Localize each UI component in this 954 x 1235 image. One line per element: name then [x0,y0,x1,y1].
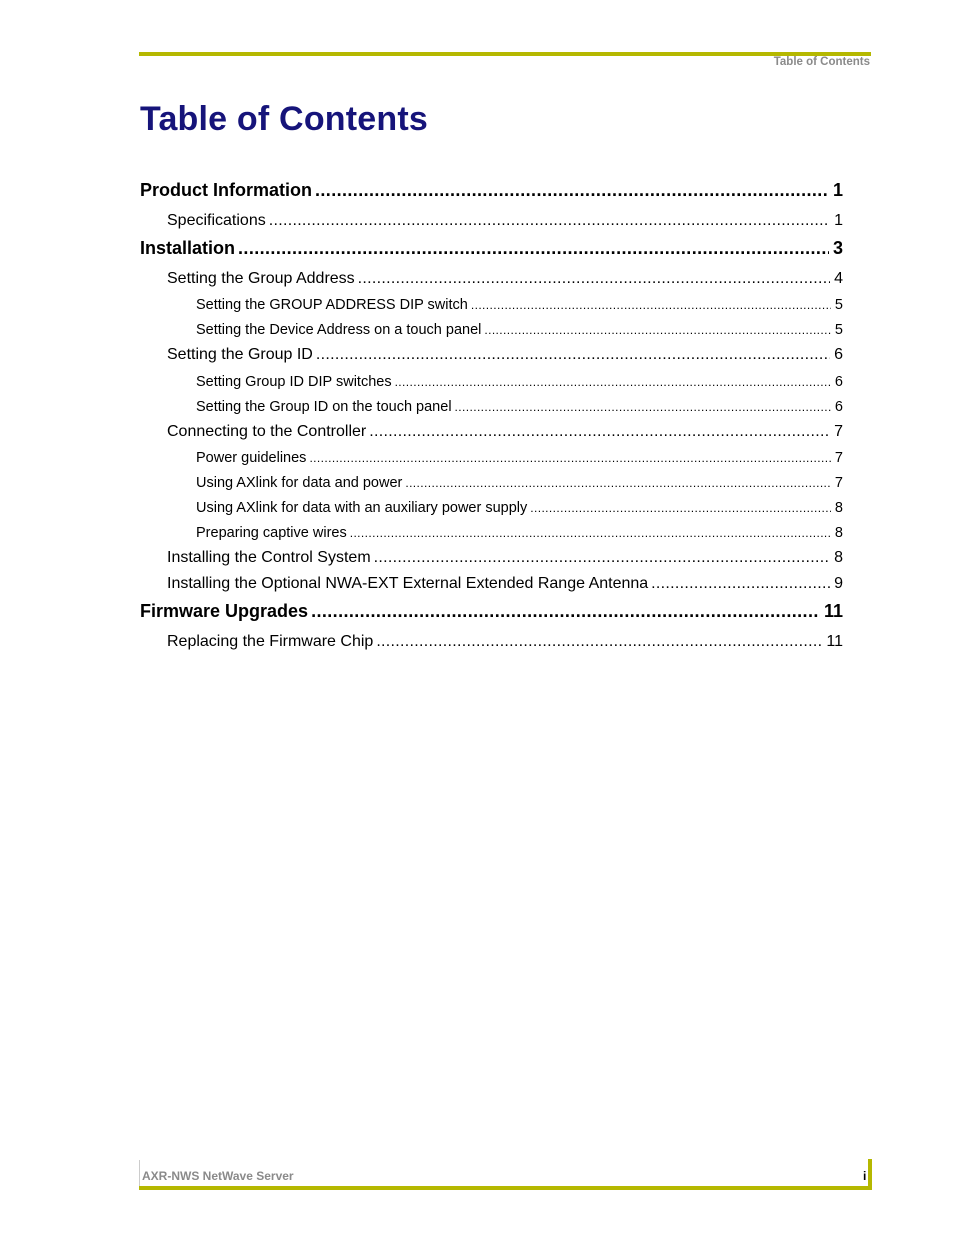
dot-leader [530,501,831,515]
dot-leader [311,601,820,622]
toc-entry-title: Setting the GROUP ADDRESS DIP switch [196,297,468,313]
toc-entry-page: 1 [832,180,843,200]
toc-entry-title: Setting the Device Address on a touch panel [196,322,482,338]
toc-entry-title: Setting the Group ID [167,346,313,363]
toc-entry-title: Firmware Upgrades [140,601,309,621]
toc-entry-title: Installing the Control System [167,549,371,566]
toc-entry-page: 7 [834,450,843,466]
toc-entry-page: 8 [834,500,843,516]
toc-entry-page: 3 [832,238,843,258]
dot-leader [369,423,830,441]
toc-entry[interactable] [167,346,843,364]
toc-entry-page: 5 [834,297,843,313]
dot-leader [269,212,830,230]
toc-entry-title: Installation [140,238,236,258]
dot-leader [374,549,830,567]
toc-entry[interactable] [167,575,843,593]
toc-entry-page: 7 [834,423,843,440]
toc-entry[interactable] [196,297,843,313]
toc-entry-title: Connecting to the Controller [167,423,367,440]
toc-entry-page: 11 [826,633,843,650]
toc-entry-title: Replacing the Firmware Chip [167,633,374,650]
toc-entry[interactable] [140,238,843,259]
toc-entry-title: Setting the Group ID on the touch panel [196,399,452,415]
dot-leader [471,298,831,312]
toc-entry[interactable] [167,212,843,230]
dot-leader [315,180,829,201]
dot-leader [376,633,822,651]
dot-leader [455,400,831,414]
toc-entry[interactable] [140,180,843,201]
toc-entry[interactable] [196,475,843,491]
dot-leader [395,375,831,389]
toc-entry[interactable] [196,399,843,415]
toc-entry-page: 7 [834,475,843,491]
toc-entry[interactable] [167,423,843,441]
toc-entry-page: 5 [834,322,843,338]
footer-left-tick [139,1160,140,1188]
toc-entry[interactable] [167,633,843,651]
toc-entry-title: Using AXlink for data with an auxiliary power supply [196,500,528,516]
toc-entry-title: Specifications [167,212,266,229]
toc-entry-title: Setting the Group Address [167,270,355,287]
toc-entry-page: 11 [823,601,843,621]
toc-entry[interactable] [196,322,843,338]
toc-entry[interactable] [196,500,843,516]
dot-leader [238,238,829,259]
footer-rule [139,1186,872,1190]
toc-entry-page: 1 [834,212,843,229]
toc-entry[interactable] [140,601,843,622]
toc-entry-title: Setting Group ID DIP switches [196,374,392,390]
toc-entry-page: 8 [834,549,843,566]
dot-leader [309,451,830,465]
dot-leader [316,346,830,364]
toc-entry-title: Installing the Optional NWA-EXT External Extended Range Antenna [167,575,649,592]
dot-leader [358,270,830,288]
toc-entry[interactable] [167,549,843,567]
toc-entry-title: Product Information [140,180,312,200]
toc-entry-page: 6 [834,374,843,390]
header-rule [139,52,871,56]
footer-page-number: i [863,1169,867,1183]
toc-entry-page: 9 [834,575,843,592]
running-header: Table of Contents [773,56,870,68]
dot-leader [484,323,831,337]
toc-entry-title: Using AXlink for data and power [196,475,403,491]
toc-entry[interactable] [167,270,843,288]
toc-entry-page: 6 [834,399,843,415]
toc-entry-title: Preparing captive wires [196,525,347,541]
toc-entry-page: 4 [834,270,843,287]
page-title: Table of Contents [140,100,428,138]
toc-entry-page: 8 [834,525,843,541]
dot-leader [350,526,831,540]
toc-entry[interactable] [196,450,843,466]
toc-entry-page: 6 [834,346,843,363]
toc-entry[interactable] [196,525,843,541]
toc-entry[interactable] [196,374,843,390]
dot-leader [405,476,831,490]
toc-entry-title: Power guidelines [196,450,307,466]
dot-leader [651,575,830,593]
footer-product-name: AXR-NWS NetWave Server [142,1169,294,1183]
